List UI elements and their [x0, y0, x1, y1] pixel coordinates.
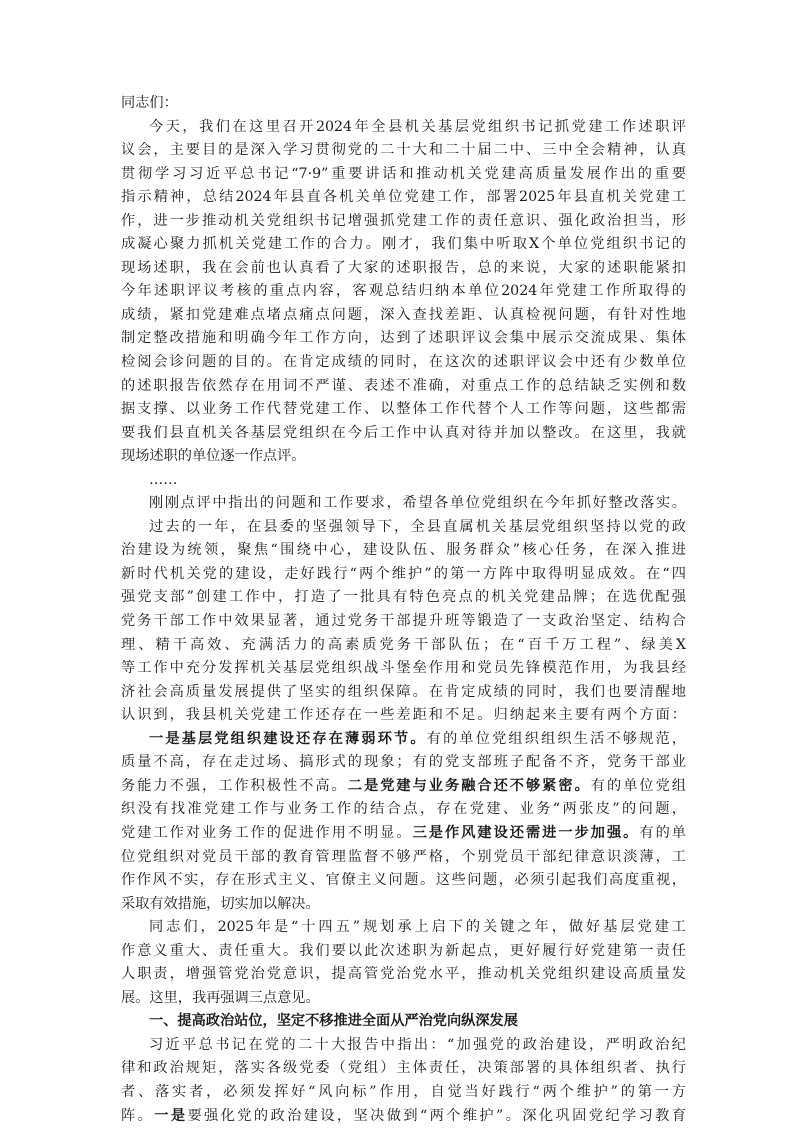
paragraph-line: 议会，主要目的是深入学习贯彻党的二十大和二十届二中、三中全会精神，认真 — [121, 142, 686, 159]
paragraph-line: 律和政治规矩，落实各级党委（党组）主体责任，决策部署的具体组织者、执行 — [121, 1060, 686, 1077]
paragraph-line: 今年述职评议考核的重点内容，客观总结归纳本单位2024年党建工作所取得的 — [121, 283, 686, 300]
paragraph-line: 理、精干高效、充满活力的高素质党务干部队伍；在“百千万工程”、绿美X — [121, 636, 686, 653]
paragraph-line: 质量不高，存在走过场、搞形式的现象；有的党支部班子配备不齐，党务干部业 — [121, 754, 686, 771]
salutation: 同志们： — [121, 95, 178, 111]
paragraph-line: 习近平总书记在党的二十大报告中指出：“加强党的政治建设，严明政治纪 — [149, 1036, 686, 1053]
paragraph-line: 织没有找准党建工作与业务工作的结合点，存在党建、业务“两张皮”的问题， — [121, 801, 686, 818]
paragraph-line: 成绩，紧扣党建难点堵点痛点问题，深入查找差距、认真检视问题，有针对性地 — [121, 306, 686, 323]
paragraph-line: 认识到，我县机关党建工作还存在一些差距和不足。归纳起来主要有两个方面： — [121, 707, 686, 724]
ellipsis-line: …… — [149, 471, 178, 488]
paragraph-line: 采取有效措施，切实加以解决。 — [121, 895, 320, 912]
paragraph-line: 贯彻学习习近平总书记“7·9”重要讲话和推动机关党建高质量发展作出的重要 — [121, 165, 686, 182]
paragraph-line: 济社会高质量发展提供了坚实的组织保障。在肯定成绩的同时，我们也要清醒地 — [121, 683, 686, 700]
paragraph-line: 等工作中充分发挥机关基层党组织战斗堡垒作用和党员先锋模范作用，为我县经 — [121, 660, 686, 677]
paragraph-line: 作，进一步推动机关党组织书记增强抓党建工作的责任意识、强化政治担当，形 — [121, 212, 686, 229]
paragraph-line: 据支撑、以业务工作代替党建工作、以整体工作代替个人工作等问题，这些都需 — [121, 401, 686, 418]
paragraph-line: 现场述职，我在会前也认真看了大家的述职报告，总的来说，大家的述职能紧扣 — [121, 259, 686, 276]
paragraph-line: 刚刚点评中指出的问题和工作要求，希望各单位党组织在今年抓好整改落实。 — [149, 495, 686, 512]
paragraph-line: 党建工作对业务工作的促进作用不明显。三是作风建设还需进一步加强。有的单 — [121, 824, 686, 841]
bold-point: 一是基层党组织建设还存在薄弱环节。 — [149, 730, 427, 747]
paragraph-line: 治建设为统领，聚焦“围绕中心，建设队伍、服务群众”核心任务，在深入推进 — [121, 542, 686, 559]
paragraph-line: 作作风不实，存在形式主义、官僚主义问题。这些问题，必须引起我们高度重视， — [121, 872, 686, 889]
paragraph-line: 过去的一年，在县委的坚强领导下，全县直属机关基层党组织坚持以党的政 — [149, 518, 686, 535]
paragraph-line: 人职责，增强管党治党意识，提高管党治党水平，推动机关党组织建设高质量发 — [121, 966, 686, 983]
paragraph-line: 位党组织对党员干部的教育管理监督不够严格，个别党员干部纪律意识淡薄，工 — [121, 848, 686, 865]
paragraph-line: 一是基层党组织建设还存在薄弱环节。有的单位党组织组织生活不够规范， — [149, 730, 686, 747]
paragraph-line: 成凝心聚力抓机关党建工作的合力。刚才，我们集中听取X个单位党组织书记的 — [121, 236, 686, 253]
paragraph-line: 今天，我们在这里召开2024年全县机关基层党组织书记抓党建工作述职评 — [149, 118, 686, 135]
paragraph-line: 务能力不强，工作积极性不高。二是党建与业务融合还不够紧密。有的单位党组 — [121, 777, 686, 794]
paragraph-line: 阵。一是要强化党的政治建设，坚决做到“两个维护”。深化巩固党纪学习教育 — [121, 1107, 686, 1124]
bold-point: 二是党建与业务融合还不够紧密。 — [347, 777, 591, 794]
document-page — [121, 92, 686, 1128]
paragraph-line: 者、落实者，必须发挥好“风向标”作用，自觉当好践行“两个维护”的第一方 — [121, 1083, 686, 1100]
paragraph-line: 党务干部工作中效果显著，通过党务干部提升班等锻造了一支政治坚定、结构合 — [121, 613, 686, 630]
paragraph-line: 检阅会诊问题的目的。在肯定成绩的同时，在这次的述职评议会中还有少数单位 — [121, 354, 686, 371]
paragraph-line: 制定整改措施和明确今年工作方向，达到了述职评议会集中展示交流成果、集体 — [121, 330, 686, 347]
section-heading: 一、提高政治站位，坚定不移推进全面从严治党向纵深发展 — [149, 1013, 518, 1030]
paragraph-line: 的述职报告依然存在用词不严谨、表述不准确，对重点工作的总结缺乏实例和数 — [121, 377, 686, 394]
paragraph-line: 展。这里，我再强调三点意见。 — [121, 989, 320, 1006]
bold-point: 一是 — [154, 1107, 188, 1124]
paragraph-line: 同志们，2025年是“十四五”规划承上启下的关键之年，做好基层党建工 — [149, 919, 686, 936]
paragraph-line: 指示精神，总结2024年县直各机关单位党建工作，部署2025年县直机关党建工 — [121, 189, 686, 206]
paragraph-line: 现场述职的单位逐一作点评。 — [121, 448, 306, 465]
paragraph-line: 新时代机关党的建设，走好践行“两个维护”的第一方阵中取得明显成效。在“四 — [121, 565, 686, 582]
bold-point: 三是作风建设还需进一步加强。 — [412, 824, 640, 841]
paragraph-line: 作意义重大、责任重大。我们要以此次述职为新起点，更好履行好党建第一责任 — [121, 942, 686, 959]
paragraph-line: 要我们县直机关各基层党组织在今后工作中认真对待并加以整改。在这里，我就 — [121, 424, 686, 441]
paragraph-line: 强党支部”创建工作中，打造了一批具有特色亮点的机关党建品牌；在选优配强 — [121, 589, 686, 606]
